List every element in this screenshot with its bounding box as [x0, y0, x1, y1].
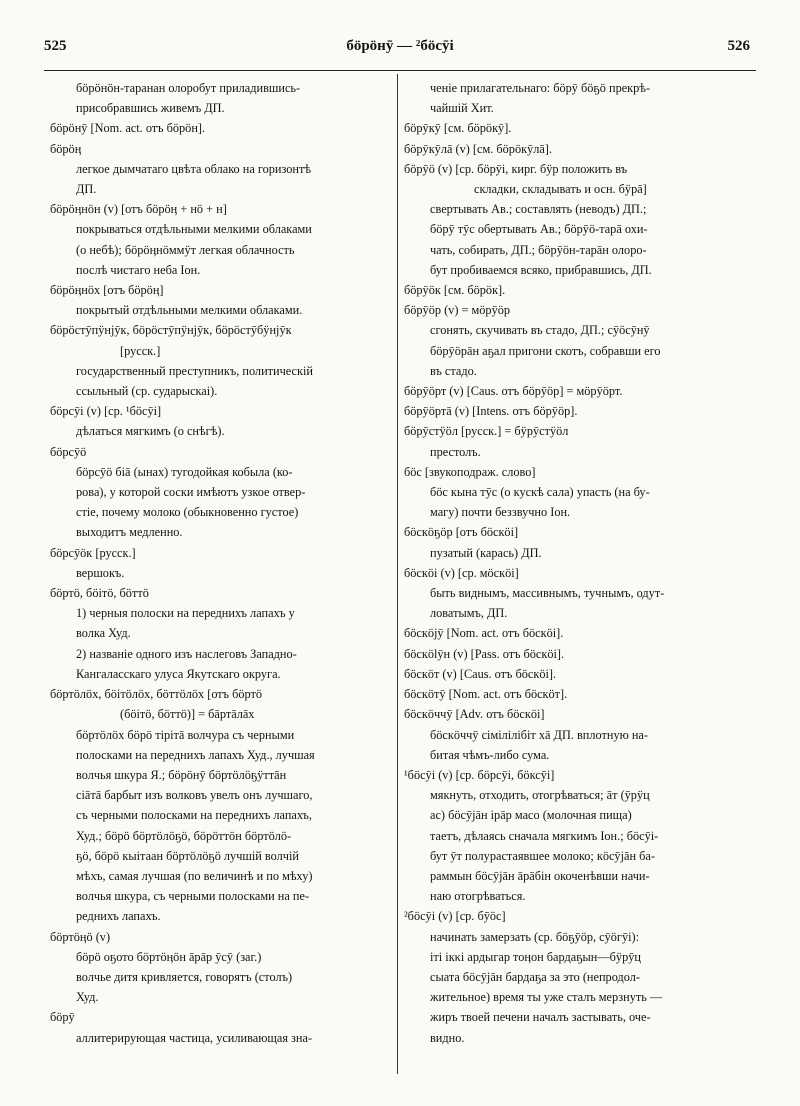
entry-text-line: Худ. [76, 990, 99, 1005]
entry-text-line: начинать замерзать (ср. бӧҕӯӧр, сӯӧгӯі): [430, 929, 640, 944]
entry-headword-line: бӧртӧлӧх, бӧітӧлӧх, бӧттӧлӧх [отъ бӧртӧ [50, 687, 263, 702]
entry-text-line: ас) бӧсӯjāн ірāр масо (молочная пища) [430, 808, 632, 823]
entry-headword-line: бӧскӧтӯ [Nom. act. отъ бӧскӧт]. [404, 687, 568, 702]
entry-text-line: волчья шкура Я.; бӧрӧнӯ бӧртӧлӧҕӱттāн [76, 767, 287, 782]
entry-text-line: покрываться отдѣльными мелкими облаками [76, 222, 312, 237]
entry-text-line: волка Худ. [76, 626, 131, 641]
entry-text-line: наю отогрѣваться. [430, 889, 526, 904]
entry-text-line: (бӧітӧ, бӧттӧ)] = бāртāлāх [120, 707, 255, 722]
entry-headword-line: ¹бӧсӯі (v) [ср. бӧрсӯі, бӧксӯі] [404, 767, 555, 782]
entry-text-line: волчье дитя кривляется, говорятъ (столъ) [76, 969, 293, 984]
entry-text-line: сгонять, скучивать въ стадо, ДП.; сӯӧсӯнӯ [430, 323, 650, 338]
left-column [50, 78, 390, 1048]
entry-headword-line: бӧрӯстӱӧл [русск.] = бӱрӯстӱӧл [404, 424, 569, 439]
entry-text-line: свертывать Ав.; составлять (неводъ) ДП.; [430, 202, 647, 217]
entry-text-line: аллитерирующая частица, усиливающая зна- [76, 1030, 313, 1045]
entry-text-line: бӧрӧ оҕото бӧртӧӊӧн āрāр ӯсӯ (заг.) [76, 949, 262, 964]
entry-text-line: покрытый отдѣльными мелкими облаками. [76, 303, 303, 318]
entry-text-line: таетъ, дѣлаясь сначала мягкимъ Іон.; бӧсӯі- [430, 828, 659, 843]
entry-text-line: стіе, почему молоко (обыкновенно густое) [76, 505, 299, 520]
entry-text-line: мѣхъ, самая лучшая (по величинѣ и по мѣху) [76, 868, 313, 883]
entry-text-line: битая чѣмъ-либо сума. [430, 747, 550, 762]
page-header [0, 38, 800, 62]
entry-text-line: престолъ. [430, 444, 481, 459]
entry-text-line: рова), у которой соски имѣютъ узкое отвер- [76, 485, 306, 500]
entry-headword-line: бӧрӯӧ (v) [ср. бӧрӯі, кирг. бӱр положить въ [404, 161, 628, 176]
entry-text-line: бӧртӧлӧх бӧрӧ тірітā волчура съ черными [76, 727, 295, 742]
entry-text-line: сыата бӧсӯjāн бардаҕа за это (непродол- [430, 969, 640, 984]
entry-text-line: бӧрсӯӧ біā (ынах) тугодойкая кобыла (ко- [76, 464, 293, 479]
entry-headword-line: бӧрӧӊ [50, 141, 82, 156]
entry-headword-line: бӧрӧӊнӧх [отъ бӧрӧӊ] [50, 283, 164, 298]
entry-text-line: легкое дымчатаго цвѣта облако на горизонтѣ [76, 161, 312, 176]
entry-text-line: складки, складывать и осн. бӱрā] [474, 182, 647, 197]
entry-text-line: вершокъ. [76, 565, 125, 580]
entry-headword-line: бӧрӯкӯ [см. бӧрӧкӯ]. [404, 121, 512, 136]
entry-text-line: присобравшись живемъ ДП. [76, 101, 225, 116]
entry-text-line: бӧскӧччӯ сімілілібіт хā ДП. вплотную на- [430, 727, 648, 742]
entry-text-line: видно. [430, 1030, 465, 1045]
entry-text-line: чайшій Хит. [430, 101, 494, 116]
entry-headword-line: бӧскӧlӯн (v) [Pass. отъ бӧскӧі]. [404, 646, 565, 661]
entry-headword-line: бӧртӧ, бӧітӧ, бӧттӧ [50, 586, 149, 601]
entry-headword-line: бӧрӯкӯлā (v) [см. бӧрӧкӯлā]. [404, 141, 552, 156]
entry-text-line: послѣ чистаго неба Іон. [76, 262, 201, 277]
entry-headword-line: бӧскӧччӯ [Adv. отъ бӧскӧі] [404, 707, 545, 722]
entry-text-line: жиръ твоей печени началъ застывать, оче- [430, 1010, 651, 1025]
entry-text-line: ҕӧ, бӧрӧ кыітаан бӧртӧлӧҕӧ лучшій волчій [76, 848, 299, 863]
entry-text-line: полосками на переднихъ лапахъ Худ., лучшая [76, 747, 315, 762]
header-rule [44, 70, 756, 71]
entry-text-line: Худ.; бӧрӧ бӧртӧлӧҕӧ, бӧрӧттӧн бӧртӧлӧ- [76, 828, 292, 843]
entry-text-line: 2) названіе одного изъ наслеговъ Западно- [76, 646, 297, 661]
page-number-left: 525 [44, 38, 67, 54]
entry-headword-line: бӧрӯӧр (v) = мӧрӯӧр [404, 303, 511, 318]
entry-headword-line: бӧрсӯі (v) [ср. ¹бӧсӯі] [50, 404, 162, 419]
entry-headword-line: бӧрӯ [50, 1010, 75, 1025]
entry-text-line: пузатый (карась) ДП. [430, 545, 542, 560]
entry-headword-line: ²бӧсӯі (v) [ср. бӯӧс] [404, 909, 506, 924]
entry-headword-line: бӧскӧі (v) [ср. мӧскӧі] [404, 565, 519, 580]
entry-text-line: мякнуть, отходить, отогрѣваться; āт (ӯрӱц [430, 788, 650, 803]
entry-headword-line: бӧскӧт (v) [Caus. отъ бӧскӧі]. [404, 666, 557, 681]
entry-text-line: бӧрӯ тӯс обертывать Ав.; бӧрӯӧ-тарā охи- [430, 222, 648, 237]
entry-text-line: ссыльный (ср. сударыскаі). [76, 384, 218, 399]
entry-text-line: реднихъ лапахъ. [76, 909, 161, 924]
entry-text-line: ловатымъ, ДП. [430, 606, 508, 621]
entry-text-line: бӧрӧнӧн-таранан олоробут приладившись- [76, 81, 301, 95]
entry-headword-line: бӧрсӯӧ [50, 444, 87, 459]
entry-text-line: сіāтā барбыт изъ волковъ увелъ онъ лучшаго, [76, 788, 313, 803]
entry-text-line: Кангаласскаго улуса Якутскаго округа. [76, 666, 281, 681]
entry-headword-line: бӧртӧӊӧ (v) [50, 929, 111, 944]
entry-text-line: [русск.] [120, 343, 161, 358]
entry-text-line: чать, собирать, ДП.; бӧрӯӧн-тарāн олоро- [430, 242, 647, 257]
entry-headword-line: бӧрӧнӯ [Nom. act. отъ бӧрӧн]. [50, 121, 206, 136]
entry-headword-line: бӧс [звукоподраж. слово] [404, 464, 536, 479]
entry-text-line: быть виднымъ, массивнымъ, тучнымъ, одут- [430, 586, 665, 601]
entry-text-line: бут ӯт полурастаявшее молоко; кӧсӯjāн ба- [430, 848, 655, 863]
entry-text-line: съ черными полосками на переднихъ лапахъ, [76, 808, 312, 823]
entry-text-line: бӧрӯӧрāн аҕал пригони скотъ, собравши его [430, 343, 661, 358]
entry-headword-line: бӧрӯӧк [см. бӧрӧк]. [404, 283, 506, 298]
entry-text-line: выходитъ медленно. [76, 525, 183, 540]
running-title: бӧрӧнӯ — ²бӧсӯі [346, 38, 454, 54]
right-column [404, 78, 748, 1048]
entry-text-line: дѣлаться мягкимъ (о снѣгѣ). [76, 424, 225, 439]
entry-headword-line: бӧрсӯӧк [русск.] [50, 545, 136, 560]
entry-text-line: жительное) время ты уже сталъ мерзнуть — [430, 990, 663, 1005]
entry-text-line: (о небѣ); бӧрӧӊнӧммӱт легкая облачность [76, 242, 295, 257]
entry-text-line: ДП. [76, 182, 97, 197]
entry-headword-line: бӧрӧстӯпӱнjӯк, бӧрӧстӯпӱнjӯк, бӧрӧстӯбӱнjӯк [50, 323, 292, 338]
entry-headword-line: бӧскӧjӯ [Nom. act. отъ бӧскӧі]. [404, 626, 564, 641]
entry-text-line: магу) почти беззвучно Іон. [430, 505, 571, 520]
entry-text-line: іті ікκі ардыгар тоӊон бардаҕын—бӱрӯц [430, 949, 641, 964]
page-number-right: 526 [727, 38, 750, 54]
entry-headword-line: бӧрӧӊнӧн (v) [отъ бӧрӧӊ + нӧ + н] [50, 202, 227, 217]
column-divider [397, 74, 398, 1074]
entry-text-line: бут пробиваемся всяко, прибравшись, ДП. [430, 262, 652, 277]
entry-headword-line: бӧрӯӧрт (v) [Caus. отъ бӧрӯӧр] = мӧрӯӧрт. [404, 384, 623, 399]
entry-text-line: раммын бӧсӯjāн āрāбін окоченѣвши начи- [430, 868, 650, 883]
entry-text-line: волчья шкура, съ черными полосками на пе- [76, 889, 310, 904]
entry-text-line: ченіе прилагательнаго: бӧрӯ бӧҕӧ прекрѣ- [430, 81, 651, 95]
entry-text-line: въ стадо. [430, 363, 477, 378]
entry-text-line: 1) черныя полоски на переднихъ лапахъ у [76, 606, 295, 621]
entry-text-line: государственный преступникъ, политическій [76, 363, 313, 378]
entry-text-line: бӧс кына тӯс (о кускѣ сала) упасть (на бу- [430, 485, 650, 500]
entry-headword-line: бӧрӯӧртā (v) [Intens. отъ бӧрӯӧр]. [404, 404, 578, 419]
entry-headword-line: бӧскӧҕӧр [отъ бӧскӧі] [404, 525, 519, 540]
